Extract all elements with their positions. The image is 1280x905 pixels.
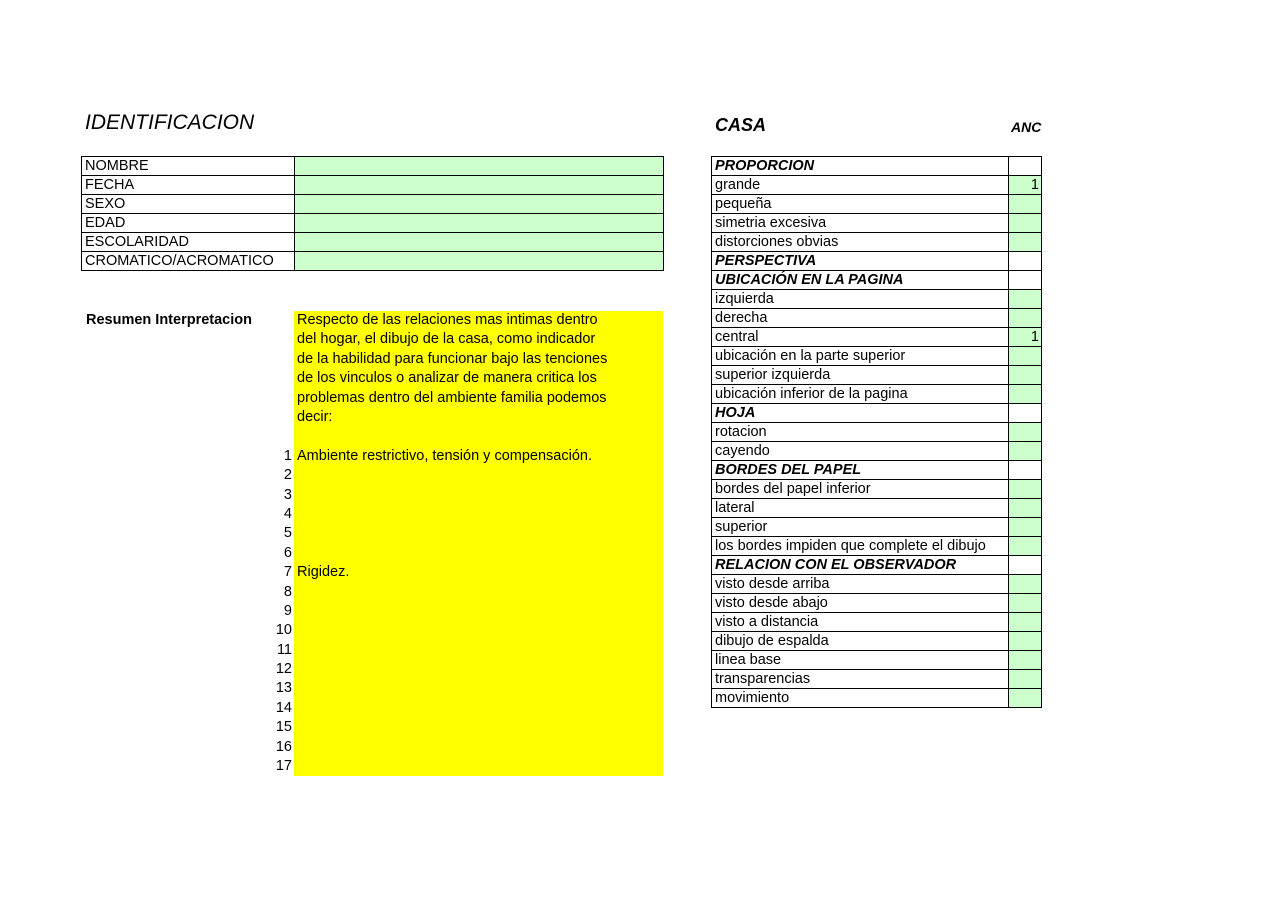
resumen-item-number: 4 [283,505,292,522]
resumen-item-number: 8 [283,583,292,600]
casa-item-value-cell[interactable]: 1 [1009,328,1042,347]
identificacion-title: IDENTIFICACION [85,111,255,134]
resumen-item-number: 15 [275,719,292,736]
resumen-item-number: 9 [283,602,292,619]
casa-item-label: visto a distancia [712,613,1009,632]
ident-row [82,214,664,233]
casa-item-value-cell[interactable] [1009,537,1042,556]
casa-item-value-cell[interactable] [1009,480,1042,499]
ident-label: FECHA [82,176,295,195]
ident-value-cell[interactable] [295,157,664,176]
casa-item-row [712,328,1042,347]
casa-item-row [712,632,1042,651]
casa-item-value-cell[interactable] [1009,290,1042,309]
casa-item-value-cell[interactable] [1009,594,1042,613]
casa-item-value-cell[interactable] [1009,385,1042,404]
casa-item-value-cell[interactable] [1009,233,1042,252]
resumen-item-number: 7 [283,564,292,581]
casa-item-label: bordes del papel inferior [712,480,1009,499]
resumen-intro-line: del hogar, el dibujo de la casa, como indicador [297,331,596,348]
resumen-item-number: 6 [283,544,292,561]
casa-item-row [712,309,1042,328]
casa-item-row [712,537,1042,556]
casa-item-label: dibujo de espalda [712,632,1009,651]
casa-section-value-cell [1009,252,1042,271]
casa-item-row [712,613,1042,632]
casa-section-value-cell [1009,271,1042,290]
resumen-item-number: 1 [283,447,292,464]
resumen-item-number: 3 [283,486,292,503]
casa-item-value-cell[interactable] [1009,575,1042,594]
casa-item-row [712,195,1042,214]
ident-label: EDAD [82,214,295,233]
casa-section-value-cell [1009,461,1042,480]
next-section-header-fragment: ANC [1011,119,1042,135]
casa-item-row [712,689,1042,708]
casa-item-value-cell[interactable] [1009,366,1042,385]
casa-title: CASA [715,115,767,135]
ident-label: CROMATICO/ACROMATICO [82,252,295,271]
ident-value-cell[interactable] [295,233,664,252]
casa-section-header: PROPORCION [712,157,1009,176]
casa-item-label: transparencias [712,670,1009,689]
casa-item-label: linea base [712,651,1009,670]
ident-row [82,157,664,176]
casa-item-label: ubicación inferior de la pagina [712,385,1009,404]
ident-row [82,195,664,214]
casa-item-row [712,651,1042,670]
casa-item-label: visto desde abajo [712,594,1009,613]
casa-section-value-cell [1009,157,1042,176]
casa-item-label: derecha [712,309,1009,328]
ident-value-cell[interactable] [295,176,664,195]
casa-item-label: distorciones obvias [712,233,1009,252]
casa-item-label: central [712,328,1009,347]
casa-section-row [712,556,1042,575]
casa-item-value-cell[interactable] [1009,613,1042,632]
casa-item-row [712,347,1042,366]
resumen-intro-line: decir: [297,409,333,426]
casa-item-row [712,214,1042,233]
resumen-item-text: Rigidez. [297,564,350,581]
casa-item-row [712,594,1042,613]
casa-item-row [712,385,1042,404]
ident-label: NOMBRE [82,157,295,176]
resumen-item-number: 16 [275,738,292,755]
resumen-intro-line: Respecto de las relaciones mas intimas dentro [297,312,598,328]
casa-checklist-table [711,156,1042,708]
ident-row [82,252,664,271]
casa-item-label: pequeña [712,195,1009,214]
resumen-label: Resumen Interpretacion [86,312,252,328]
ident-value-cell[interactable] [295,214,664,233]
casa-section-header: RELACION CON EL OBSERVADOR [712,556,1009,575]
casa-item-value-cell[interactable] [1009,689,1042,708]
casa-item-label: ubicación en la parte superior [712,347,1009,366]
resumen-item-number: 13 [275,680,292,697]
casa-item-row [712,423,1042,442]
casa-item-row [712,366,1042,385]
resumen-item-number: 12 [275,661,292,678]
casa-item-label: grande [712,176,1009,195]
resumen-item-text: Ambiente restrictivo, tensión y compensación. [297,447,592,464]
resumen-intro-line: de la habilidad para funcionar bajo las tenciones [297,350,608,367]
casa-section-value-cell [1009,404,1042,423]
casa-item-label: movimiento [712,689,1009,708]
ident-row [82,176,664,195]
resumen-number-column [260,447,292,777]
casa-item-row [712,670,1042,689]
casa-item-label: superior [712,518,1009,537]
casa-item-value-cell[interactable] [1009,651,1042,670]
ident-label: SEXO [82,195,295,214]
casa-item-value-cell[interactable]: 1 [1009,176,1042,195]
ident-value-cell[interactable] [295,252,664,271]
casa-item-row [712,518,1042,537]
resumen-item-number: 14 [275,699,292,716]
casa-item-label: cayendo [712,442,1009,461]
casa-section-row [712,461,1042,480]
resumen-item-number: 11 [276,641,292,658]
casa-item-value-cell[interactable] [1009,347,1042,366]
casa-item-label: los bordes impiden que complete el dibujo [712,537,1009,556]
resumen-item-number: 17 [275,758,292,775]
resumen-intro-text [297,311,659,427]
casa-section-header: BORDES DEL PAPEL [712,461,1009,480]
casa-section-header: UBICACIÓN EN LA PAGINA [712,271,1009,290]
casa-item-value-cell[interactable] [1009,309,1042,328]
resumen-intro-line: problemas dentro del ambiente familia podemos [297,389,607,406]
casa-item-label: lateral [712,499,1009,518]
ident-label: ESCOLARIDAD [82,233,295,252]
casa-item-value-cell[interactable] [1009,195,1042,214]
casa-item-value-cell[interactable] [1009,518,1042,537]
casa-item-row [712,499,1042,518]
casa-section-header: HOJA [712,404,1009,423]
casa-item-row [712,442,1042,461]
casa-item-value-cell[interactable] [1009,423,1042,442]
resumen-intro-line: de los vinculos o analizar de manera critica los [297,370,597,387]
casa-item-row [712,176,1042,195]
resumen-item-number: 2 [283,467,292,484]
casa-section-row [712,404,1042,423]
casa-section-row [712,271,1042,290]
casa-item-value-cell[interactable] [1009,632,1042,651]
identificacion-table [81,156,664,271]
casa-item-row [712,290,1042,309]
casa-item-value-cell[interactable] [1009,499,1042,518]
resumen-item-number: 10 [275,622,292,639]
casa-item-label: simetria excesiva [712,214,1009,233]
ident-row [82,233,664,252]
ident-value-cell[interactable] [295,195,664,214]
casa-section-row [712,157,1042,176]
casa-item-label: rotacion [712,423,1009,442]
casa-item-label: izquierda [712,290,1009,309]
casa-item-row [712,233,1042,252]
resumen-item-number: 5 [283,525,292,542]
casa-item-label: visto desde arriba [712,575,1009,594]
casa-section-value-cell [1009,556,1042,575]
casa-section-row [712,252,1042,271]
casa-section-header: PERSPECTIVA [712,252,1009,271]
casa-item-value-cell[interactable] [1009,442,1042,461]
casa-item-row [712,575,1042,594]
casa-item-row [712,480,1042,499]
casa-item-value-cell[interactable] [1009,214,1042,233]
casa-item-label: superior izquierda [712,366,1009,385]
casa-item-value-cell[interactable] [1009,670,1042,689]
